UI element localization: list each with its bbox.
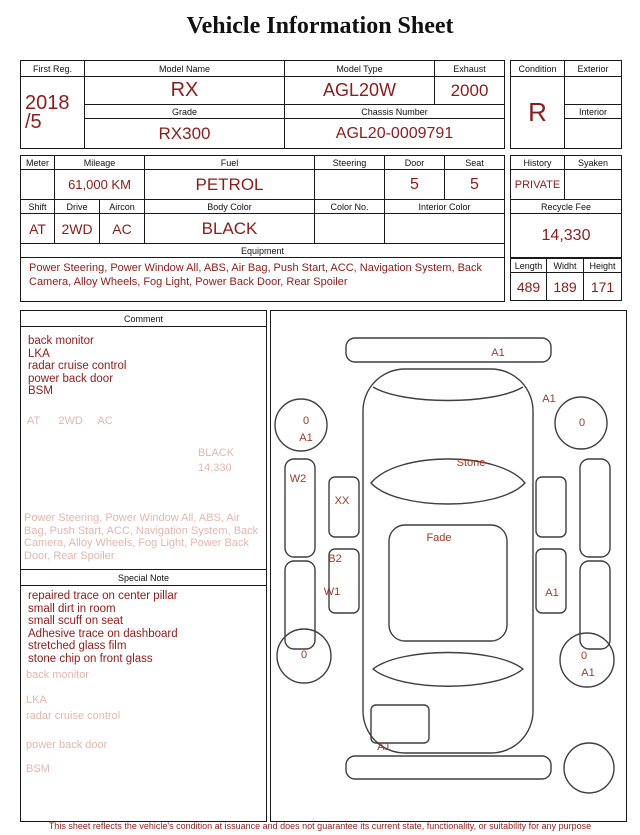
seat-value: 5 (470, 175, 479, 193)
special-note-lines (28, 590, 262, 665)
comment-panel (20, 310, 267, 822)
spec-table-band1 (20, 155, 505, 200)
ghost-text: BLACK (198, 447, 235, 459)
interior-label: Interior (565, 105, 621, 119)
drive-value: 2WD (55, 214, 100, 243)
damage-marks (271, 311, 626, 821)
width-label: Widht (547, 259, 584, 273)
note-line: repaired trace on center pillar (28, 590, 178, 602)
drive-label: Drive (55, 200, 100, 214)
page-title: Vehicle Information Sheet (186, 13, 454, 39)
damage-mark: 0 (578, 417, 586, 429)
recycle-fee-block (510, 199, 622, 258)
grade-value: RX300 (85, 119, 285, 148)
ghost-text: radar cruise control (26, 710, 121, 722)
note-line: stone chip on front glass (28, 652, 153, 665)
damage-mark: XX (334, 495, 350, 507)
first-reg-month: /5 (25, 110, 42, 133)
condition-table (510, 60, 622, 149)
damage-mark: Fade (426, 532, 452, 544)
damage-mark: W2 (289, 473, 307, 485)
syaken-value (565, 170, 621, 199)
exterior-value-empty (565, 77, 621, 105)
damage-mark: A1 (491, 347, 505, 359)
aircon-value: AC (100, 214, 145, 243)
damage-mark: 0 (302, 415, 310, 427)
length-label: Length (511, 259, 547, 273)
interior-color-label: Interior Color (385, 200, 504, 214)
first-reg-year: 2018 (25, 91, 70, 114)
special-note-header: Special Note (21, 569, 266, 586)
interior-color-value (385, 214, 504, 243)
body-color-label: Body Color (145, 200, 315, 214)
mileage-label: Mileage (55, 156, 145, 170)
meter-value (21, 170, 55, 199)
damage-mark: A1 (377, 741, 391, 753)
damage-mark: 0 (580, 650, 588, 662)
disclaimer: This sheet reflects the vehicle's condition at issuance and does not guarantee its current state, functionality, or suitability for any purpose (48, 821, 592, 831)
height-value: 171 (590, 278, 615, 295)
note-line: BSM (28, 385, 53, 397)
equipment-label: Equipment (21, 244, 504, 258)
vehicle-header-table (20, 60, 505, 149)
ghost-text: AT 2WD AC (27, 415, 113, 427)
damage-mark: A1 (542, 393, 556, 405)
note-line: small scuff on seat (28, 615, 124, 627)
color-no-label: Color No. (315, 200, 385, 214)
grade-label: Grade (85, 105, 285, 119)
ghost-text: power back door (26, 739, 108, 751)
history-table (510, 155, 622, 200)
note-line: power back door (28, 372, 114, 385)
fuel-value: PETROL (145, 170, 315, 199)
note-line: Adhesive trace on dashboard (28, 627, 178, 640)
exhaust-value: 2000 (435, 77, 504, 105)
fuel-label: Fuel (145, 156, 315, 170)
model-name-value: RX (85, 77, 285, 105)
body-color-value: BLACK (145, 214, 315, 243)
note-line: LKA (28, 347, 50, 360)
damage-mark: 0 (300, 649, 308, 661)
mileage-value: 61,000 KM (55, 170, 145, 199)
condition-value: R (511, 77, 565, 148)
condition-label: Condition (511, 61, 565, 77)
aircon-label: Aircon (100, 200, 145, 214)
color-no-value (315, 214, 385, 243)
exhaust-label: Exhaust (435, 61, 504, 77)
note-line: radar cruise control (28, 360, 127, 372)
damage-mark: B2 (328, 553, 342, 565)
model-type-label: Model Type (285, 61, 435, 77)
ghost-text: Power Steering, Power Window All, ABS, Air Bag, Push Start, ACC, Navigation System, Back Camera, Alloy Wheels, Fog Light, Power Back Door, Rear Spoiler (24, 512, 262, 562)
ghost-text: LKA (26, 694, 47, 706)
width-value: 189 (547, 273, 584, 300)
length-value: 489 (511, 273, 547, 300)
exterior-label: Exterior (565, 61, 621, 77)
steering-label: Steering (315, 156, 385, 170)
chassis-number-label: Chassis Number (285, 105, 504, 119)
ghost-text: BSM (26, 763, 50, 775)
history-label: History (511, 156, 565, 170)
history-value: PRIVATE (511, 170, 565, 199)
chassis-number-value: AGL20-0009791 (335, 124, 454, 142)
interior-value-empty (565, 119, 621, 148)
damage-mark: A1 (545, 587, 559, 599)
recycle-fee-label: Recycle Fee (511, 200, 621, 214)
steering-value (315, 170, 385, 199)
height-label: Height (584, 259, 621, 273)
shift-label: Shift (21, 200, 55, 214)
comment-lines (28, 335, 262, 398)
first-reg-value (21, 77, 85, 148)
damage-mark: W1 (323, 586, 341, 598)
shift-value: AT (21, 214, 55, 243)
model-type-value: AGL20W (285, 77, 435, 105)
damage-mark: A1 (299, 432, 313, 444)
damage-mark: A1 (581, 667, 595, 679)
model-name-label: Model Name (85, 61, 285, 77)
ghost-text: 14,330 (198, 462, 232, 474)
dimensions-block (510, 258, 622, 301)
note-line: stretched glass film (28, 640, 127, 652)
damage-mark: Stone (456, 457, 486, 469)
spec-table-band2 (20, 199, 505, 244)
ghost-text: back monitor (26, 669, 89, 681)
seat-label: Seat (445, 156, 504, 170)
equipment-block (20, 243, 505, 302)
door-value: 5 (385, 170, 445, 199)
recycle-fee-value: 14,330 (541, 226, 591, 244)
equipment-text: Power Steering, Power Window All, ABS, Air Bag, Push Start, ACC, Navigation System, Back Camera, Alloy Wheels, Fog Light, Power Back Door, Rear Spoiler (29, 262, 483, 288)
syaken-label: Syaken (565, 156, 621, 170)
diagram-panel (270, 310, 627, 822)
door-label: Door (385, 156, 445, 170)
comment-header: Comment (21, 311, 266, 327)
note-line: small dirt in room (28, 602, 116, 615)
first-reg-label: First Reg. (21, 61, 85, 77)
note-line: back monitor (28, 335, 94, 347)
meter-label: Meter (21, 156, 55, 170)
